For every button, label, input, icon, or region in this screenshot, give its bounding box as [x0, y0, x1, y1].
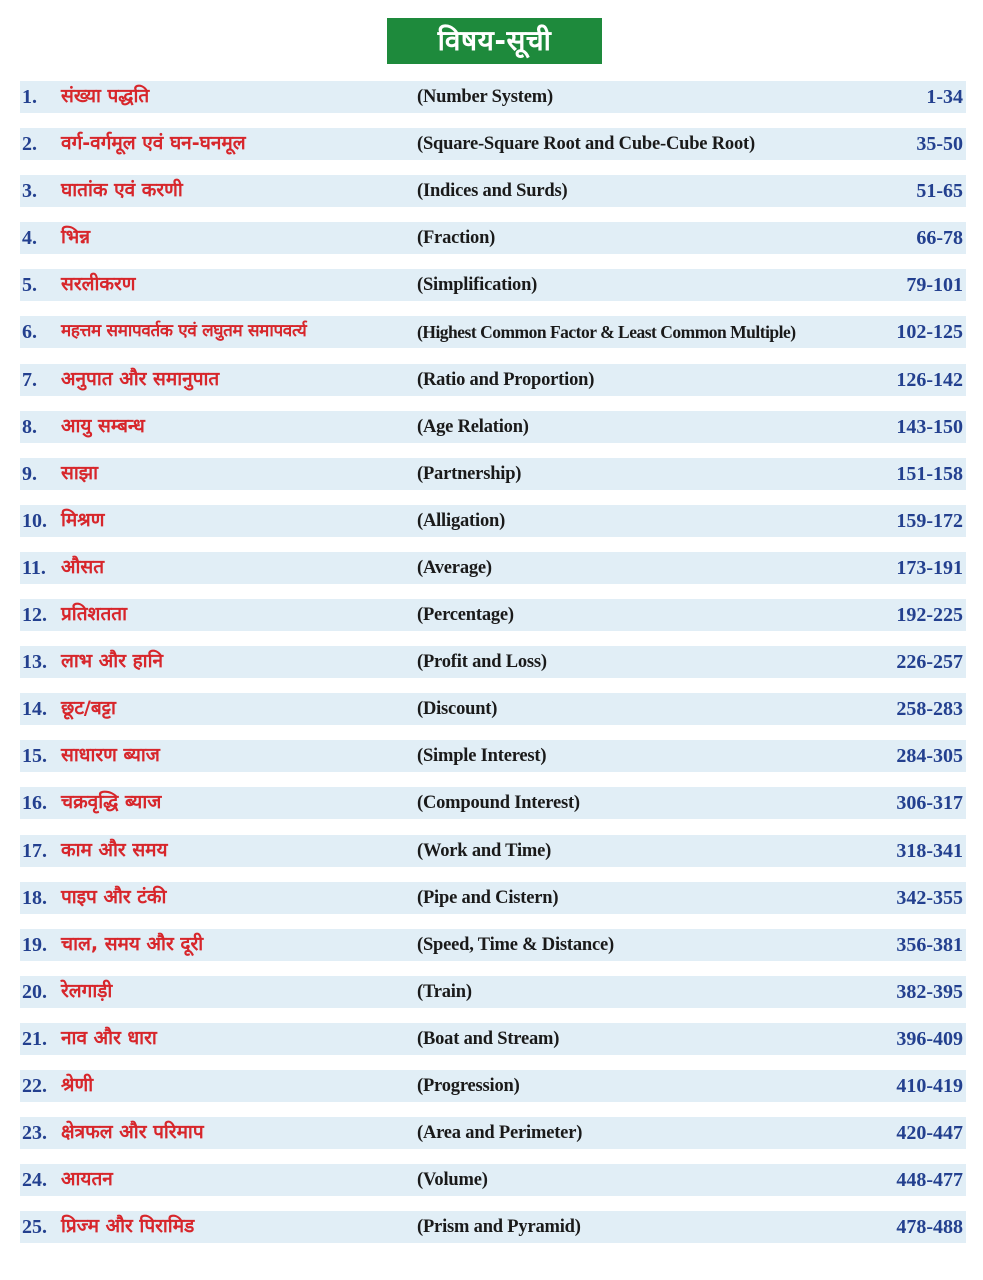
entry-english-title: (Simple Interest): [417, 746, 547, 767]
entry-number: 11.: [22, 556, 46, 579]
entry-number: 8.: [22, 415, 37, 438]
entry-page-range: 284-305: [896, 745, 963, 768]
entry-page-range: 420-447: [896, 1122, 963, 1145]
entry-english-title: (Train): [417, 981, 472, 1002]
entry-number: 16.: [22, 792, 47, 815]
entry-english-title: (Indices and Surds): [417, 181, 568, 202]
toc-row[interactable]: [20, 646, 966, 678]
entry-english-title: (Pipe and Cistern): [417, 887, 559, 908]
entry-page-range: 342-355: [896, 886, 963, 909]
entry-page-range: 258-283: [896, 698, 963, 721]
toc-row[interactable]: [20, 411, 966, 443]
entry-page-range: 79-101: [906, 274, 963, 297]
entry-hindi-title: नाव और धारा: [61, 1026, 157, 1049]
entry-page-range: 318-341: [896, 839, 963, 862]
entry-hindi-title: साधारण ब्याज: [61, 744, 160, 767]
toc-row[interactable]: [20, 316, 966, 348]
entry-number: 19.: [22, 933, 47, 956]
entry-number: 21.: [22, 1027, 47, 1050]
toc-row[interactable]: [20, 976, 966, 1008]
toc-row[interactable]: [20, 835, 966, 867]
entry-page-range: 159-172: [896, 509, 963, 532]
entry-english-title: (Speed, Time & Distance): [417, 934, 614, 955]
entry-hindi-title: काम और समय: [61, 838, 168, 861]
entry-number: 1.: [22, 86, 37, 108]
entry-number: 10.: [22, 509, 47, 532]
entry-english-title: (Percentage): [417, 605, 514, 626]
toc-row[interactable]: [20, 222, 966, 254]
entry-number: 17.: [22, 839, 47, 862]
entry-english-title: (Area and Perimeter): [417, 1123, 583, 1144]
entry-page-range: 35-50: [916, 133, 963, 156]
toc-row[interactable]: [20, 458, 966, 490]
toc-row[interactable]: [20, 1164, 966, 1196]
toc-row[interactable]: [20, 552, 966, 584]
entry-hindi-title: सरलीकरण: [61, 273, 136, 296]
entry-hindi-title: आयतन: [61, 1168, 113, 1191]
entry-hindi-title: औसत: [61, 555, 105, 578]
entry-hindi-title: घातांक एवं करणी: [61, 179, 183, 202]
entry-english-title: (Prism and Pyramid): [417, 1217, 581, 1238]
toc-row[interactable]: [20, 128, 966, 160]
entry-hindi-title: आयु सम्बन्ध: [61, 414, 145, 437]
toc-row[interactable]: [20, 1211, 966, 1243]
entry-number: 3.: [22, 180, 37, 203]
entry-number: 2.: [22, 133, 37, 156]
entry-page-range: 356-381: [896, 933, 963, 956]
toc-row[interactable]: [20, 929, 966, 961]
entry-number: 15.: [22, 745, 47, 768]
entry-page-range: 66-78: [916, 227, 963, 250]
entry-english-title: (Highest Common Factor & Least Common Multiple): [417, 322, 796, 343]
entry-number: 14.: [22, 698, 47, 721]
entry-hindi-title: चक्रवृद्धि ब्याज: [61, 791, 162, 814]
entry-number: 4.: [22, 227, 37, 250]
entry-hindi-title: महत्तम समापवर्तक एवं लघुतम समापवर्त्य: [61, 321, 307, 342]
toc-row[interactable]: [20, 175, 966, 207]
entry-hindi-title: छूट/बट्टा: [61, 697, 116, 720]
entry-number: 9.: [22, 462, 37, 485]
entry-page-range: 1-34: [926, 86, 963, 108]
toc-row[interactable]: [20, 1070, 966, 1102]
entry-english-title: (Partnership): [417, 463, 522, 484]
toc-row[interactable]: [20, 1117, 966, 1149]
page-title: विषय-सूची: [437, 24, 552, 57]
toc-row[interactable]: [20, 740, 966, 772]
entry-english-title: (Simplification): [417, 275, 538, 296]
entry-page-range: 306-317: [896, 792, 963, 815]
entry-english-title: (Progression): [417, 1075, 520, 1096]
entry-english-title: (Average): [417, 557, 492, 578]
entry-hindi-title: क्षेत्रफल और परिमाप: [61, 1121, 204, 1144]
entry-number: 20.: [22, 980, 47, 1003]
entry-english-title: (Boat and Stream): [417, 1028, 560, 1049]
entry-hindi-title: चाल, समय और दूरी: [61, 932, 204, 955]
toc-row[interactable]: [20, 882, 966, 914]
entry-page-range: 102-125: [896, 321, 963, 344]
toc-row[interactable]: [20, 693, 966, 725]
entry-number: 23.: [22, 1122, 47, 1145]
entry-page-range: 478-488: [896, 1216, 963, 1239]
entry-hindi-title: मिश्रण: [61, 508, 105, 531]
toc-row[interactable]: [20, 1023, 966, 1055]
toc-row[interactable]: [20, 269, 966, 301]
entry-english-title: (Volume): [417, 1170, 488, 1191]
entry-hindi-title: प्रिज्म और पिरामिड: [61, 1215, 195, 1238]
entry-hindi-title: साझा: [61, 461, 99, 484]
entry-page-range: 192-225: [896, 604, 963, 627]
entry-hindi-title: पाइप और टंकी: [61, 885, 167, 908]
entry-number: 5.: [22, 274, 37, 297]
entry-hindi-title: रेलगाड़ी: [61, 979, 113, 1002]
entry-number: 25.: [22, 1216, 47, 1239]
entry-page-range: 126-142: [896, 368, 963, 391]
toc-row[interactable]: [20, 599, 966, 631]
entry-page-range: 448-477: [896, 1169, 963, 1192]
toc-row[interactable]: [20, 81, 966, 113]
toc-row[interactable]: [20, 364, 966, 396]
entry-number: 12.: [22, 604, 47, 627]
entry-english-title: (Number System): [417, 87, 553, 107]
entry-hindi-title: श्रेणी: [61, 1073, 94, 1096]
entry-page-range: 382-395: [896, 980, 963, 1003]
entry-hindi-title: अनुपात और समानुपात: [61, 367, 220, 390]
entry-page-range: 173-191: [896, 556, 963, 579]
entry-english-title: (Work and Time): [417, 840, 552, 861]
toc-row[interactable]: [20, 787, 966, 819]
toc-row[interactable]: [20, 505, 966, 537]
entry-hindi-title: वर्ग-वर्गमूल एवं घन-घनमूल: [61, 132, 246, 155]
entry-english-title: (Profit and Loss): [417, 652, 547, 673]
entry-english-title: (Ratio and Proportion): [417, 369, 595, 390]
title-banner: [387, 18, 602, 64]
entry-english-title: (Discount): [417, 699, 498, 720]
entry-page-range: 51-65: [916, 180, 963, 203]
entry-page-range: 396-409: [896, 1027, 963, 1050]
entry-number: 22.: [22, 1074, 47, 1097]
entry-english-title: (Square-Square Root and Cube-Cube Root): [417, 134, 755, 155]
entry-hindi-title: प्रतिशतता: [61, 603, 128, 626]
entry-hindi-title: संख्या पद्धति: [61, 85, 150, 107]
entry-hindi-title: लाभ और हानि: [61, 650, 164, 673]
entry-number: 7.: [22, 368, 37, 391]
entry-number: 18.: [22, 886, 47, 909]
entry-english-title: (Age Relation): [417, 416, 529, 437]
table-of-contents: [20, 81, 966, 1258]
entry-number: 13.: [22, 651, 47, 674]
entry-english-title: (Alligation): [417, 510, 506, 531]
entry-page-range: 410-419: [896, 1074, 963, 1097]
entry-english-title: (Compound Interest): [417, 793, 580, 814]
entry-english-title: (Fraction): [417, 228, 496, 249]
entry-page-range: 143-150: [896, 415, 963, 438]
entry-page-range: 151-158: [896, 462, 963, 485]
entry-number: 24.: [22, 1169, 47, 1192]
entry-hindi-title: भिन्न: [61, 226, 91, 249]
entry-number: 6.: [22, 321, 37, 344]
entry-page-range: 226-257: [896, 651, 963, 674]
